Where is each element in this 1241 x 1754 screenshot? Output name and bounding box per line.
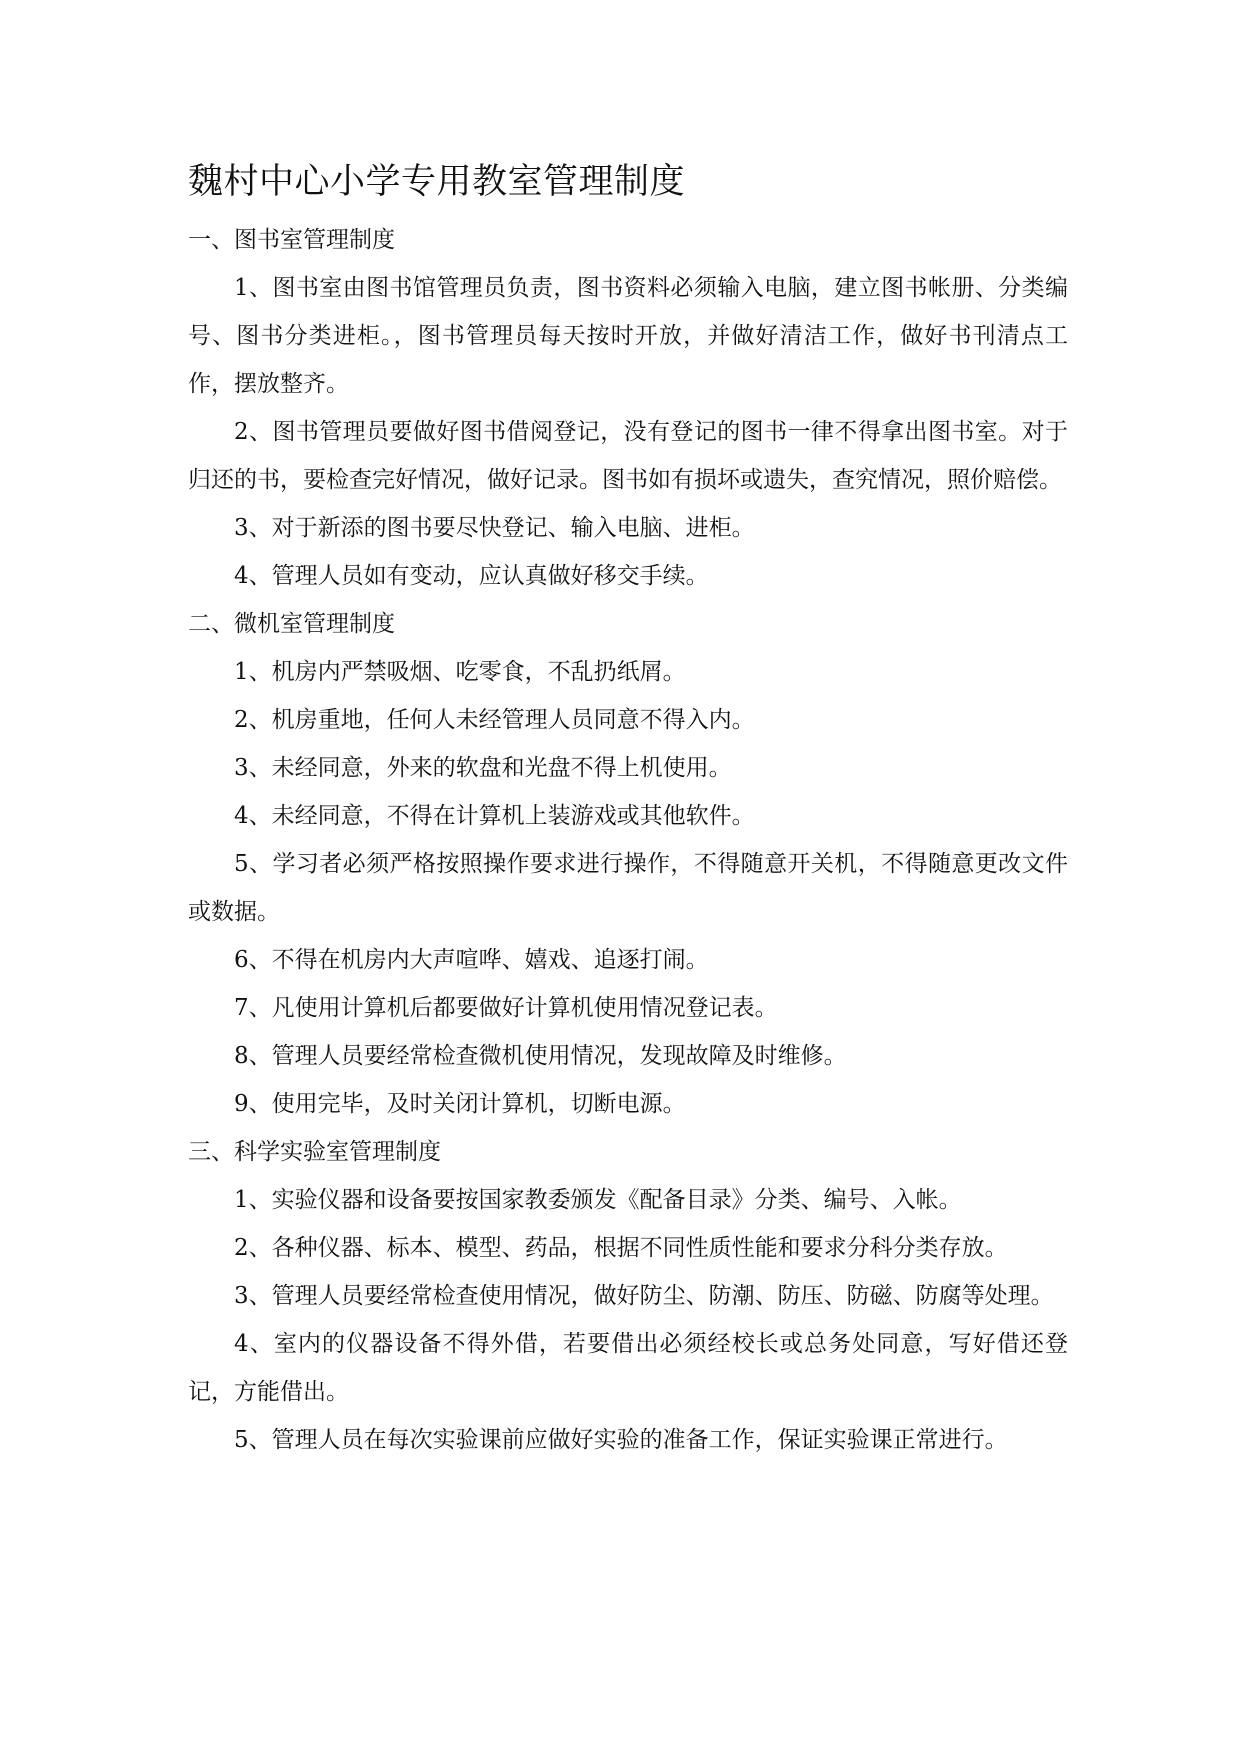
section-library [188,216,1068,600]
rule-item: 1、实验仪器和设备要按国家教委颁发《配备目录》分类、编号、入帐。 [234,1187,962,1213]
document-title: 魏村中心小学专用教室管理制度 [188,162,686,202]
rule-item: 6、不得在机房内大声喧哗、嬉戏、追逐打闹。 [234,947,709,973]
rule-item: 7、凡使用计算机后都要做好计算机使用情况登记表。 [234,995,778,1021]
rule-item: 3、未经同意，外来的软盘和光盘不得上机使用。 [234,755,732,781]
rule-item: 1、图书室由图书馆管理员负责，图书资料必须输入电脑，建立图书帐册、分类编号、图书分类进柜。，图书管理员每天按时开放，并做好清洁工作，做好书刊清点工作，摆放整齐。 [188,275,1068,397]
rule-item: 3、管理人员要经常检查使用情况，做好防尘、防潮、防压、防磁、防腐等处理。 [234,1283,1054,1309]
rule-item: 4、室内的仪器设备不得外借，若要借出必须经校长或总务处同意，写好借还登记，方能借出。 [188,1331,1068,1405]
section-computer-room [188,600,1068,1128]
rule-item: 8、管理人员要经常检查微机使用情况，发现故障及时维修。 [234,1043,847,1069]
rule-item: 1、机房内严禁吸烟、吃零食，不乱扔纸屑。 [234,659,686,685]
rule-item: 4、未经同意，不得在计算机上装游戏或其他软件。 [234,803,755,829]
rule-item: 9、使用完毕，及时关闭计算机，切断电源。 [234,1091,686,1117]
section-heading: 三、科学实验室管理制度 [188,1139,441,1165]
rule-item: 2、图书管理员要做好图书借阅登记，没有登记的图书一律不得拿出图书室。对于归还的书，要检查完好情况，做好记录。图书如有损坏或遗失，查究情况，照价赔偿。 [188,419,1068,493]
section-heading: 一、图书室管理制度 [188,227,395,253]
rule-item: 3、对于新添的图书要尽快登记、输入电脑、进柜。 [234,515,755,541]
document-body [188,152,1068,1464]
section-heading: 二、微机室管理制度 [188,611,395,637]
rule-item: 5、管理人员在每次实验课前应做好实验的准备工作，保证实验课正常进行。 [234,1427,1008,1453]
rule-item: 2、各种仪器、标本、模型、药品，根据不同性质性能和要求分科分类存放。 [234,1235,1008,1261]
section-science-lab [188,1128,1068,1464]
rule-item: 5、学习者必须严格按照操作要求进行操作，不得随意开关机，不得随意更改文件或数据。 [188,851,1068,925]
rule-item: 2、机房重地，任何人未经管理人员同意不得入内。 [234,707,755,733]
rule-item: 4、管理人员如有变动，应认真做好移交手续。 [234,563,709,589]
